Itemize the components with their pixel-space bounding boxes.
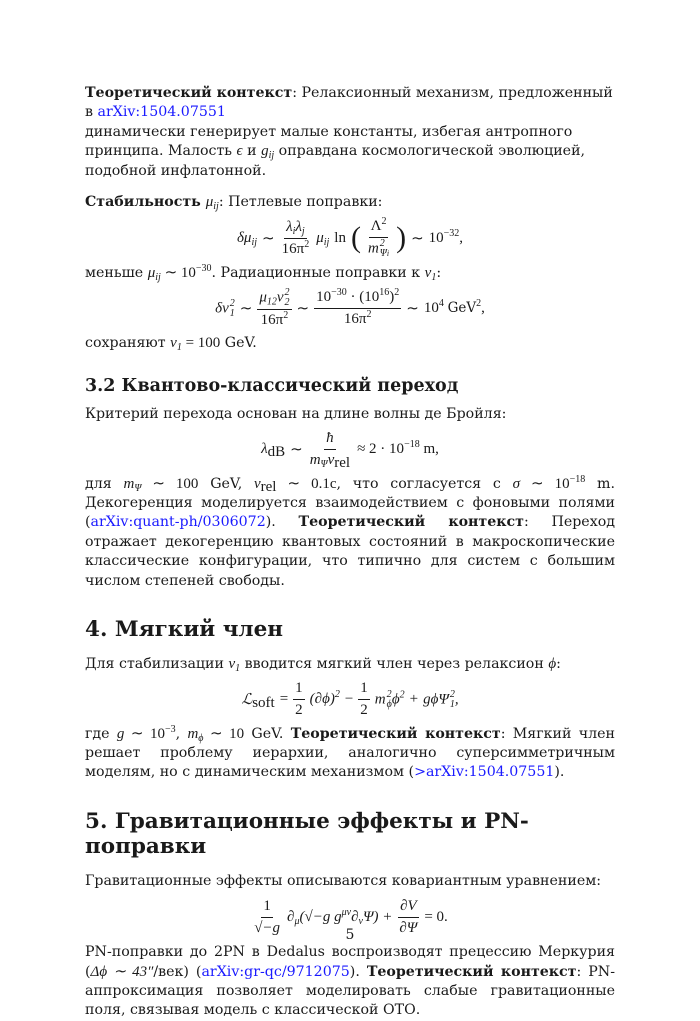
paragraph-radiative: меньше $\mu_{ij}$ ∼ $10^{-30}$. Радиационные поправки к $v_1$: — [85, 263, 442, 284]
text: и — [242, 143, 262, 160]
math-gij: $g_{ij}$ — [261, 143, 275, 162]
section-heading-4: 4. Мягкий член — [85, 617, 284, 643]
eq-lhs: $\delta\mu_{ij}$ — [236, 229, 258, 248]
equation-radiative-corrections: δv 2 1 ∼ $\mu_{12}v$ 2 2 $16\pi^2$ ∼ $\frac{10^{-30} \cdot (10^{16})^2}{16\pi^2}$ ∼ $10^4$ GeV$^2$, — [215, 286, 485, 328]
page-body — [85, 84, 615, 1021]
paragraph-stability — [85, 193, 615, 212]
ln: ln — [334, 229, 346, 246]
paragraph-gravity: Гравитационные эффекты описываются ковариантным уравнением: — [85, 872, 602, 889]
paragraph-decoherence: для $m_\Psi$ ∼ 100 GeV, $v_{rel}$ ∼ 0.1c, что согласуется с σ ∼ $10^{-18}$ m. Декогеренция моделируется взаимодействием с фоновыми полями (arXiv:quant-ph/0306072). Теоретический контекст: Переход отражает декогеренцию квантовых состояний в макроскопические классические конфигурации, что типично для систем с большим числом степеней свободы. — [85, 473, 615, 589]
fraction: $\frac{ħ}{m_\Psi v_{rel}}$ — [309, 430, 351, 472]
text: динамически генерирует малые константы, избегая антропного принципа. Малость — [85, 123, 573, 160]
fraction: $\mu_{12}v$ 2 2 $16\pi^2$ — [259, 286, 290, 328]
math-mu: $\mu_{ij}$ — [205, 194, 219, 213]
paragraph-de-broglie: Критерий перехода основан на длине волны де Бройля: — [85, 406, 507, 423]
text: оправдана космологической эволюцией, подобной инфлатонной. — [85, 143, 586, 179]
arxiv-link-1504-07551[interactable]: arXiv:1504.07551 — [97, 104, 226, 121]
equation-soft-lagrangian: ℒ$_{soft}$ = $\frac{1}{2}$ $(\partial\phi)^2$ − $\frac{1}{2}$ m 2 ϕ $\phi^2$ + gϕΨ 2 1 , — [241, 680, 459, 718]
bold-lead: Стабильность — [85, 194, 206, 211]
section-heading-5: 5. Гравитационные эффекты и PN-поправки — [85, 808, 529, 859]
paragraph-soft-term: Для стабилизации $v_1$ вводится мягкий член через релаксион ϕ: — [85, 656, 561, 675]
arxiv-link-quant-ph-0306072[interactable]: arXiv:quant-ph/0306072 — [90, 514, 266, 531]
fraction: $\frac{10^{-30} \cdot (10^{16})^2}{16\pi^2}$ — [316, 287, 400, 328]
math-epsilon: ϵ — [236, 143, 243, 160]
text: : Петлевые поправки: — [218, 194, 383, 211]
paragraph-relaxion-context — [85, 84, 615, 181]
sim: ∼ — [262, 230, 275, 247]
paragraph-preserve: сохраняют $v_1 = 100$ GeV. — [85, 334, 257, 353]
fraction: $\frac{\lambda_i\lambda_j}{16\pi^2}$ — [281, 218, 310, 257]
arxiv-link-gr-qc-9712075[interactable]: arXiv:gr-qc/9712075 — [201, 963, 350, 980]
section-heading-3-2: 3.2 Квантово-классический переход — [85, 376, 459, 397]
equation-de-broglie: $\lambda_{dB}$ ∼ $\frac{ħ}{m_\Psi v_{rel}}$ ≈ $2 \cdot 10^{-18}$ m, — [261, 430, 439, 472]
bold-lead: Теоретический контекст — [85, 85, 293, 101]
arxiv-link-1504-07551-b[interactable]: >arXiv:1504.07551 — [414, 764, 555, 781]
paragraph-pn-corrections: PN-поправки до 2PN в Dedalus воспроизводят прецессию Меркурия (Δϕ ∼ 43″/век) (arXiv:gr-qc/9712075). Теоретический контекст: PN-аппроксимация позволяет моделировать слабые гравитационные поля, связывая модель с классической ОТО. — [85, 944, 615, 1019]
paragraph-soft-context: где g ∼ $10^{-3}$, $m_\phi$ ∼ 10 GeV. Теоретический контекст: Мягкий член решает проблему иерархии, аналогично суперсимметричным моделям, но с динамическим механизмом (>arXiv:1504.07551). — [85, 723, 615, 781]
equation-loop-corrections: $\delta\mu_{ij}$ ∼ $\frac{\lambda_i\lambda_j}{16\pi^2}$ $\mu_{ij}$ ln ( $\Lambda^2$ m 2 Ψi ) ∼ $10^{-32}$, — [236, 216, 464, 260]
fraction: $\Lambda^2$ m 2 Ψi — [367, 216, 390, 260]
text: : Релаксионный механизм, предложенный в — [85, 85, 613, 121]
page-number: 5 — [345, 927, 355, 943]
equation-covariant: $\frac{1}{√-g}$ $\partial_\mu(√-g$ $g^{\mu\nu}\partial_\nu\Psi$) + $\frac{\partial V}{\partial\Psi}$ = 0. — [254, 897, 448, 936]
